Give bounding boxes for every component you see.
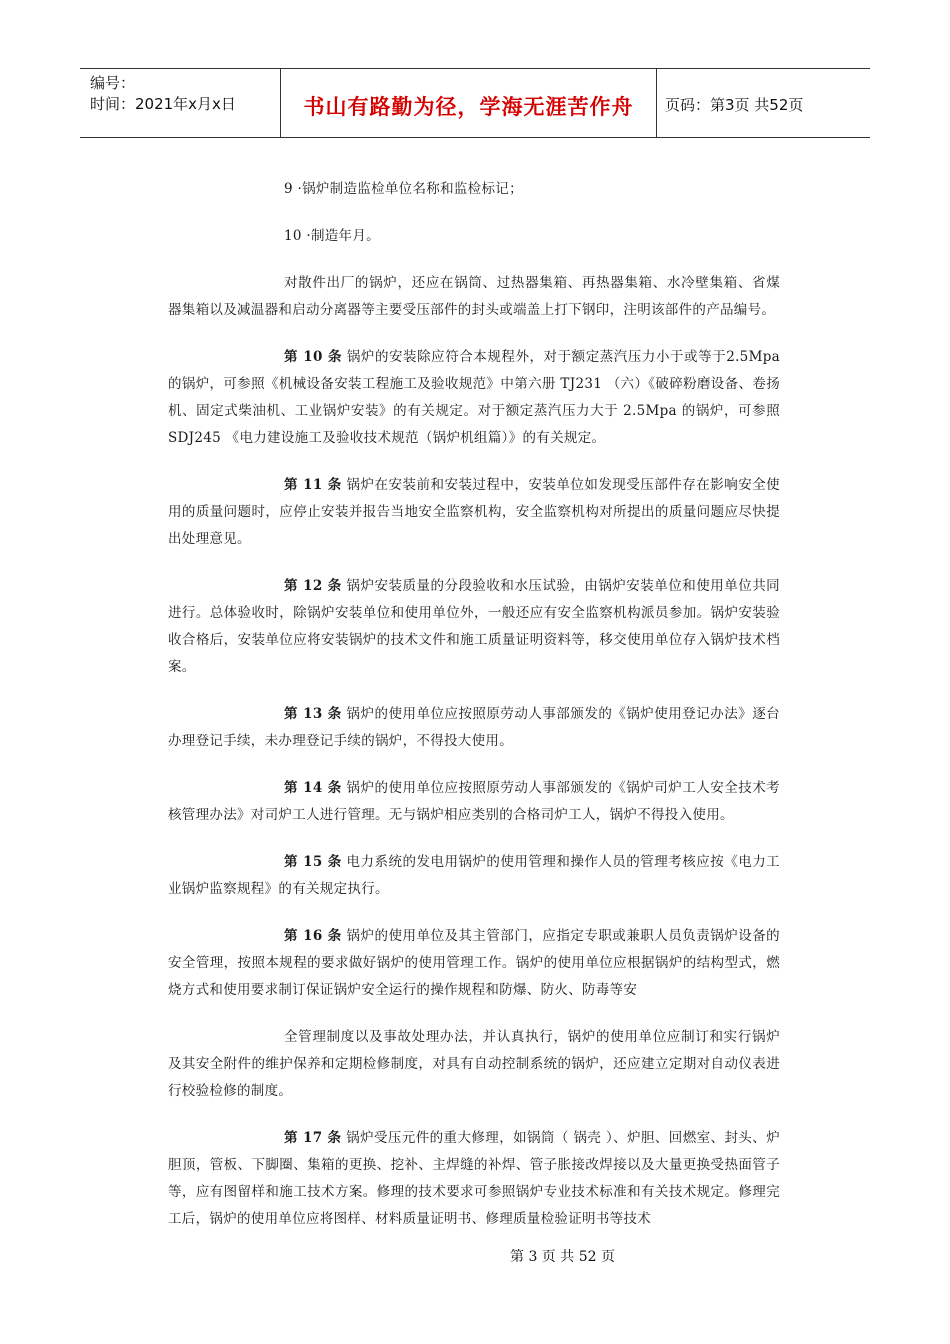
article-15: [168, 849, 780, 903]
article-number: 第 12 条: [284, 578, 342, 594]
article-10: [168, 344, 780, 452]
list-item: 10 ·制造年月。: [284, 228, 380, 244]
article-number: 第 16 条: [284, 928, 342, 944]
article-text: 锅炉的使用单位应按照原劳动人事部颁发的《锅炉使用登记办法》逐台办理登记手续，未办理登记手续的锅炉，不得投大使用。: [168, 706, 780, 749]
document-number-label: 编号：: [90, 74, 136, 92]
article-text: 锅炉安装质量的分段验收和水压试验，由锅炉安装单位和使用单位共同进行。总体验收时，除锅炉安装单位和使用单位外，一般还应有安全监察机构派员参加。锅炉安装验收合格后，安装单位应将安装锅炉的技术文件和施工质量证明资料等，移交使用单位存入锅炉技术档案。: [168, 578, 780, 675]
article-17: [168, 1125, 780, 1233]
header-motto-cell: [281, 69, 657, 137]
header-page-cell: [657, 69, 870, 137]
header-motto: 书山有路勤为径，学海无涯苦作舟: [303, 95, 634, 119]
list-item: 9 ·锅炉制造监检单位名称和监检标记；: [284, 181, 523, 197]
article-number: 第 14 条: [284, 780, 342, 796]
article-14: [168, 775, 780, 829]
article-text: 锅炉的使用单位及其主管部门，应指定专职或兼职人员负责锅炉设备的安全管理，按照本规程的要求做好锅炉的使用管理工作。锅炉的使用单位应根据锅炉的结构型式，燃烧方式和使用要求制订保证锅炉安全运行的操作规程和防爆、防火、防毒等安: [168, 928, 780, 998]
page-header: [80, 68, 870, 138]
article-number: 第 17 条: [284, 1130, 342, 1146]
article-16-continued: 全管理制度以及事故处理办法，并认真执行，锅炉的使用单位应制订和实行锅炉及其安全附件的维护保养和定期检修制度，对具有自动控制系统的锅炉，还应建立定期对自动仪表进行校验检修的制度。: [168, 1029, 780, 1099]
article-number: 第 13 条: [284, 706, 342, 722]
article-12: [168, 573, 780, 681]
document-body: [168, 176, 780, 1253]
document-date-label: 时间：2021年x月x日: [90, 95, 236, 113]
article-number: 第 11 条: [284, 477, 342, 493]
article-text: 电力系统的发电用锅炉的使用管理和操作人员的管理考核应按《电力工业锅炉监察规程》的有关规定执行。: [168, 854, 780, 897]
article-text: 锅炉在安装前和安装过程中，安装单位如发现受压部件存在影响安全使用的质量问题时，应停止安装并报告当地安全监察机构，安全监察机构对所提出的质量问题应尽快提出处理意见。: [168, 477, 780, 547]
article-number: 第 15 条: [284, 854, 342, 870]
page-footer: [0, 1246, 950, 1266]
article-text: 锅炉的安装除应符合本规程外，对于额定蒸汽压力小于或等于2.5Mpa 的锅炉，可参照《机械设备安装工程施工及验收规范》中第六册 TJ231 （六）《破碎粉磨设备、卷扬机、固定式柴油机、工业锅炉安装》的有关规定。对于额定蒸汽压力大于 2.5Mpa 的锅炉，可参照 SDJ245 《电力建设施工及验收技术规范（锅炉机组篇）》的有关规定。: [168, 349, 780, 446]
article-13: [168, 701, 780, 755]
header-left-cell: [80, 69, 281, 137]
article-text: 锅炉的使用单位应按照原劳动人事部颁发的《锅炉司炉工人安全技术考核管理办法》对司炉工人进行管理。无与锅炉相应类别的合格司炉工人，锅炉不得投入使用。: [168, 780, 780, 823]
article-text: 锅炉受压元件的重大修理，如锅筒（ 锅壳 ）、炉胆、回燃室、封头、炉胆顶，管板、下脚圈、集箱的更换、挖补、主焊缝的补焊、管子胀接改焊接以及大量更换受热面管子等，应有图留样和施工技术方案。修理的技术要求可参照锅炉专业技术标准和有关技术规定。修理完工后，锅炉的使用单位应将图样、材料质量证明书、修理质量检验证明书等技术: [168, 1130, 780, 1227]
paragraph-stamp-note: 对散件出厂的锅炉，还应在锅筒、过热器集箱、再热器集箱、水冷壁集箱、省煤器集箱以及减温器和启动分离器等主要受压部件的封头或端盖上打下钢印，注明该部件的产品编号。: [168, 275, 780, 318]
article-number: 第 10 条: [284, 349, 342, 365]
article-16: [168, 923, 780, 1004]
article-11: [168, 472, 780, 553]
header-page-code: 页码：第3页 共52页: [665, 96, 804, 114]
footer-page-number: 第 3 页 共 52 页: [510, 1249, 615, 1265]
